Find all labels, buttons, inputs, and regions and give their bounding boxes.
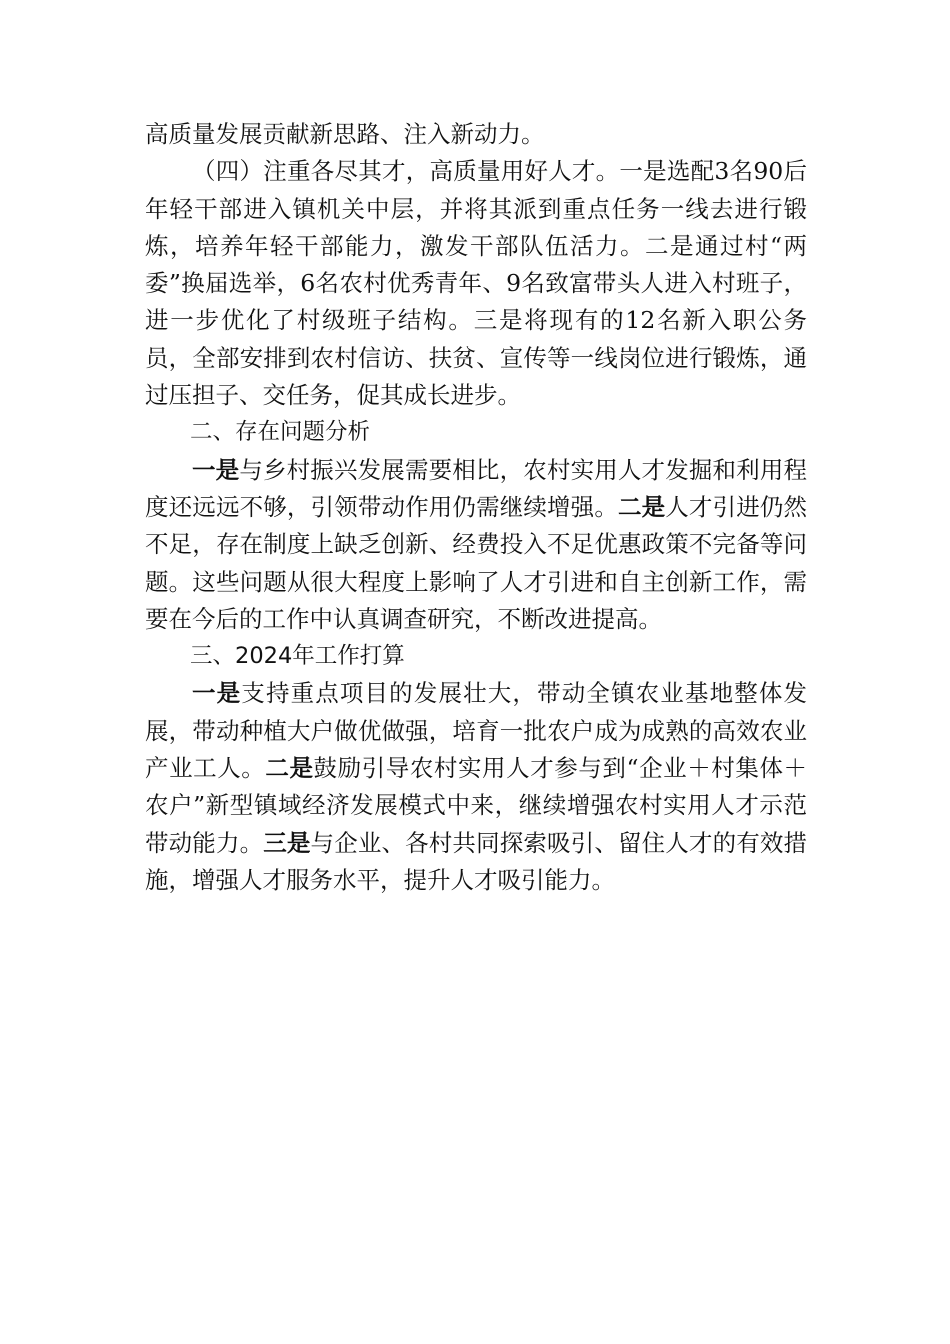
lead-plan-3: 三是 [263,828,311,857]
lead-problem-1: 一是 [192,455,240,484]
text-plan-2: 鼓励引导农村实用人才参与到“企业＋村集体＋农户”新型镇域经济发展模式中来，继续增强农村实用人才示范带动能力。 [145,754,808,857]
paragraph-section-four [145,153,807,414]
heading-problem-analysis: 二、存在问题分析 [190,419,371,446]
lead-problem-2: 二是 [617,492,666,521]
text-plan-1: 支持重点项目的发展壮大，带动全镇农业基地整体发展，带动种植大户做优做强，培育一批农户成为成熟的高效农业产业工人。 [145,679,808,783]
text-plan-3: 与企业、各村共同探索吸引、留住人才的有效措施，增强人才服务水平，提升人才吸引能力。 [145,828,808,894]
heading-work-plan: 三、2024年工作打算 [190,643,405,670]
paragraph-intro-tail: 高质量发展贡献新思路、注入新动力。 [145,120,545,148]
paragraph-problems [145,452,807,638]
lead-plan-1: 一是 [192,679,242,708]
text-problem-2: 人才引进仍然不足，存在制度上缺乏创新、经费投入不足优惠政策不完备等问题。这些问题从很大程度上影响了人才引进和自主创新工作，需要在今后的工作中认真调查研究，不断改进提高。 [145,492,808,633]
paragraph-section-four-body: 一是选配3名90后年轻干部进入镇机关中层，并将其派到重点任务一线去进行锻炼，培养年轻干部能力，激发干部队伍活力。二是通过村“两委”换届选举，6名农村优秀青年、9名致富带头人进入村班子，进一步优化了村级班子结构。三是将现有的12名新入职公务员，全部安排到农村信访、扶贫、宣传等一线岗位进行锻炼，通过压担子、交任务，促其成长进步。 [145,157,807,410]
subheading-section-four: （四）注重各尽其才，高质量用好人才。 [192,157,620,186]
text-problem-1: 与乡村振兴发展需要相比，农村实用人才发掘和利用程度还远远不够，引领带动作用仍需继续增强。 [145,455,808,521]
paragraph-plans [145,675,807,899]
lead-plan-2: 二是 [265,754,314,783]
document-body [145,116,807,899]
